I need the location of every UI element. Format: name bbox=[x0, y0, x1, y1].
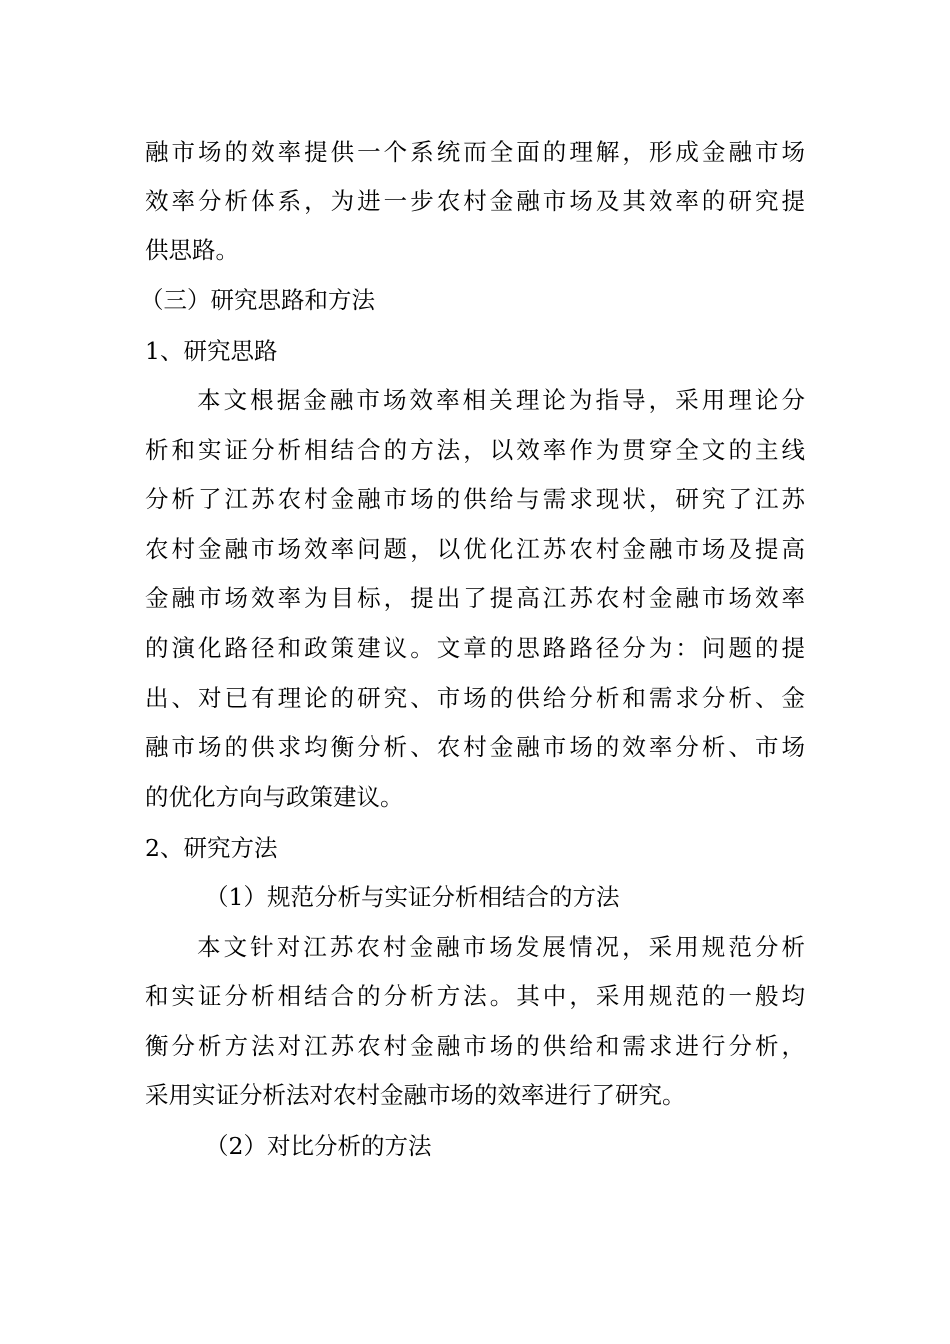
paragraph-2-line-3: 衡分析方法对江苏农村金融市场的供给和需求进行分析， bbox=[145, 1032, 805, 1060]
paragraph-1-line-7: 出、对已有理论的研究、市场的供给分析和需求分析、金 bbox=[145, 684, 805, 712]
paragraph-1-line-3: 分析了江苏农村金融市场的供给与需求现状，研究了江苏 bbox=[145, 485, 805, 513]
intro-line-1: 融市场的效率提供一个系统而全面的理解，形成金融市场 bbox=[145, 138, 805, 166]
paragraph-1-line-8: 融市场的供求均衡分析、农村金融市场的效率分析、市场 bbox=[145, 733, 805, 761]
paragraph-2-line-1: 本文针对江苏农村金融市场发展情况，采用规范分析 bbox=[197, 933, 805, 961]
paragraph-1-line-1: 本文根据金融市场效率相关理论为指导，采用理论分 bbox=[197, 386, 805, 414]
section-heading: （三）研究思路和方法 bbox=[140, 286, 375, 314]
paragraph-2-line-4: 采用实证分析法对农村金融市场的效率进行了研究。 bbox=[145, 1081, 686, 1109]
paragraph-1-line-5: 金融市场效率为目标，提出了提高江苏农村金融市场效率 bbox=[145, 584, 805, 612]
paragraph-1-line-6: 的演化路径和政策建议。文章的思路路径分为：问题的提 bbox=[145, 634, 805, 662]
paragraph-2-line-2: 和实证分析相结合的分析方法。其中，采用规范的一般均 bbox=[145, 982, 805, 1010]
intro-line-2: 效率分析体系，为进一步农村金融市场及其效率的研究提 bbox=[145, 187, 805, 215]
method-2-heading: （2）对比分析的方法 bbox=[205, 1132, 432, 1160]
subsection-2-heading: 2、研究方法 bbox=[145, 834, 278, 862]
paragraph-1-line-4: 农村金融市场效率问题，以优化江苏农村金融市场及提高 bbox=[145, 535, 805, 563]
method-1-heading: （1）规范分析与实证分析相结合的方法 bbox=[205, 883, 620, 911]
subsection-1-heading: 1、研究思路 bbox=[145, 337, 278, 365]
paragraph-1-line-2: 析和实证分析相结合的方法，以效率作为贯穿全文的主线 bbox=[145, 436, 805, 464]
intro-line-3: 供思路。 bbox=[145, 236, 239, 264]
paragraph-1-line-9: 的优化方向与政策建议。 bbox=[145, 783, 404, 811]
